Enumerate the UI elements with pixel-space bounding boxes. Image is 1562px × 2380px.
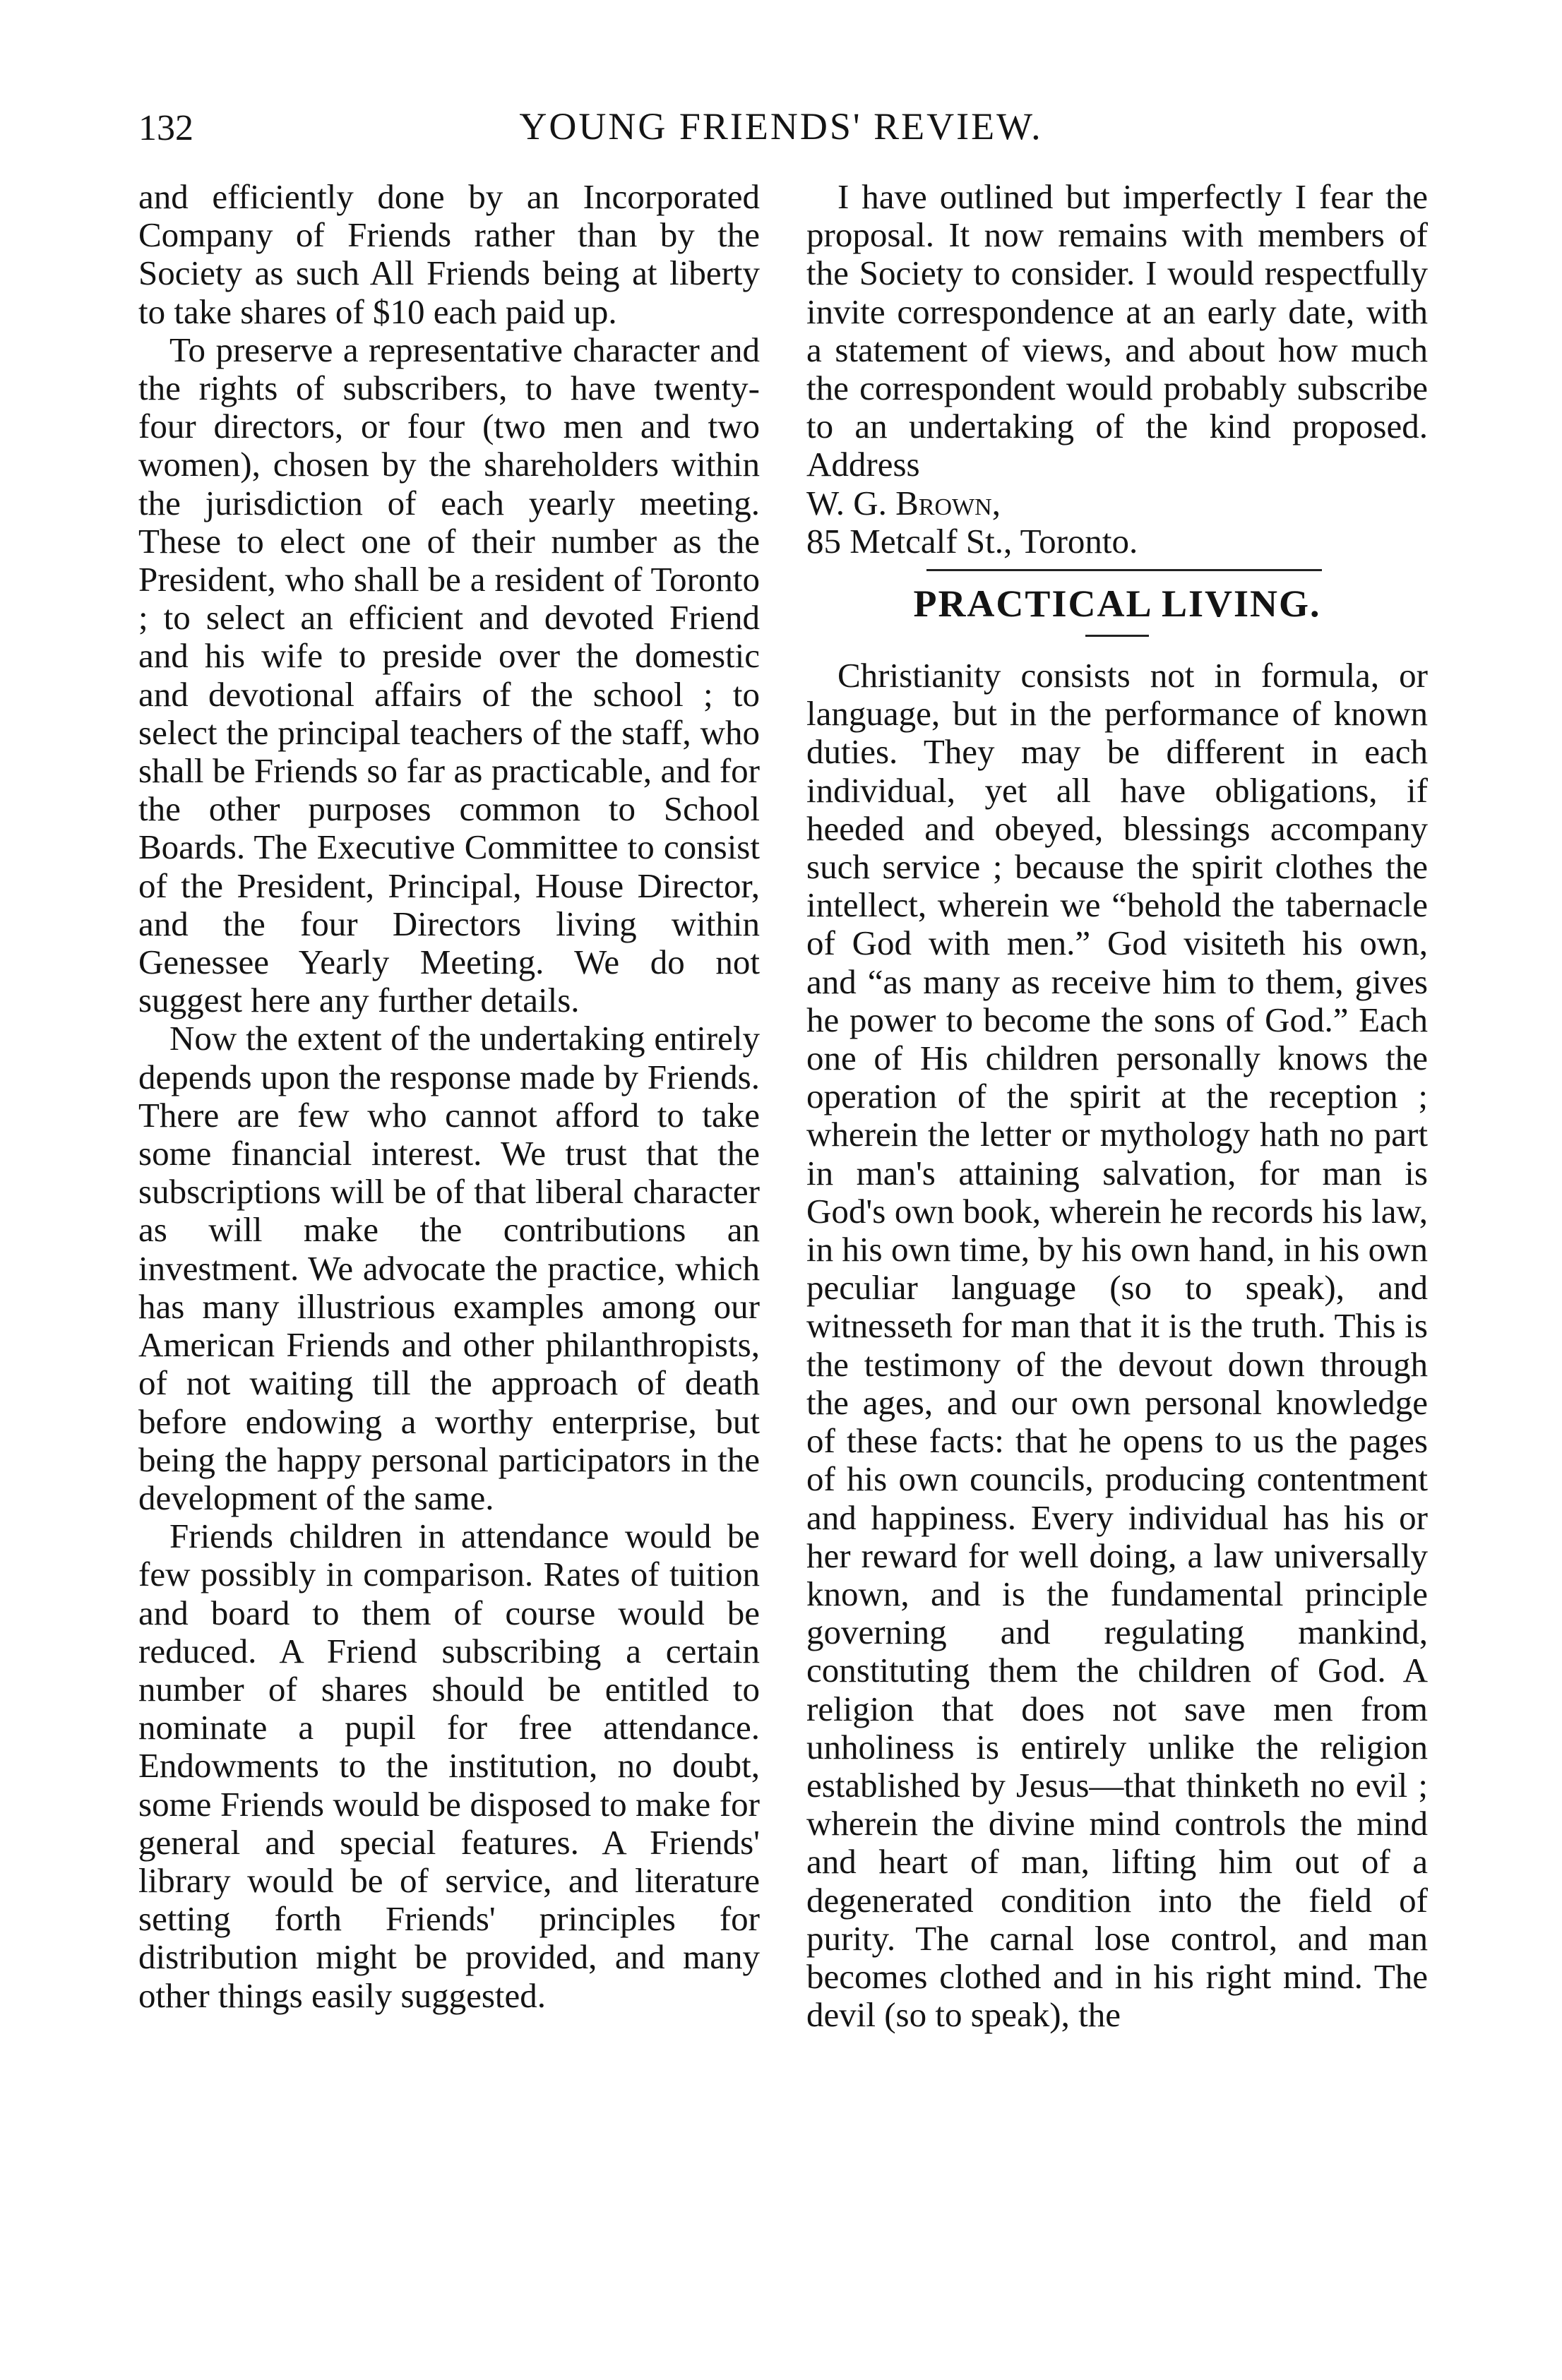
section-divider bbox=[926, 569, 1322, 571]
paragraph-practical-living: Christianity consists not in formula, or language, but in the performance of known duties. They may be different in each individual, yet all have obligations, if heeded and obeyed, blessings accompany such service ; because the spirit clothes the intellect, wherein we “behold the tabernacle of God with men.” God visiteth his own, and “as many as receive him to them, gives he power to become the sons of God.” Each one of His children personally knows the operation of the spirit at the reception ; wherein the letter or mythology hath no part in man's attaining salvation, for man is God's own book, wherein he records his law, in his own time, by his own hand, in his own peculiar language (so to speak), and witnesseth for man that it is the truth. This is the testimony of the devout down through the ages, and our own personal knowledge of these facts: that he opens to us the pages of his own councils, producing contentment and happiness. Every individual has his or her reward for well doing, a law universally known, and is the fundamental principle governing and regulating mankind, constituting them the children of God. A religion that does not save men from unholiness is entirely unlike the religion established by Jesus—that thinketh no evil ; wherein the divine mind controls the mind and heart of man, lifting him out of a degenerated condition into the field of purity. The carnal lose control, and man becomes clothed and in his right mind. The devil (so to speak), the bbox=[806, 656, 1428, 2035]
right-column bbox=[806, 178, 1428, 2034]
running-title: YOUNG FRIENDS' REVIEW. bbox=[519, 105, 1043, 148]
signature-name: W. G. Brown, bbox=[806, 483, 1001, 522]
paragraph-incorporation: and efficiently done by an Incorporated Company of Friends rather than by the Society as such All Friends being at liberty to take shares of $10 each paid up. bbox=[138, 177, 760, 331]
signature-address: 85 Metcalf St., Toronto. bbox=[806, 521, 1138, 561]
paragraph-directors: To preserve a representative character and the rights of subscribers, to have twenty-four directors, or four (two men and two women), chosen by the shareholders within the jurisdiction of each yearly meeting. These to elect one of their number as the President, who shall be a resident of Toronto ; to select an efficient and devoted Friend and his wife to preside over the domestic and devotional affairs of the school ; to select the principal teachers of the staff, who shall be Friends so far as practicable, and for the other purposes common to School Boards. The Executive Committee to consist of the President, Principal, House Director, and the four Directors living within Genessee Yearly Meeting. We do not suggest here any further details. bbox=[138, 330, 760, 1020]
title-underline bbox=[1085, 635, 1149, 637]
paragraph-children-attendance: Friends children in attendance would be few possibly in comparison. Rates of tuition and board to them of course would be reduced. A Friend subscribing a certain number of shares should be entitled to nominate a pupil for free attendance. Endowments to the institution, no doubt, some Friends would be disposed to make for general and special features. A Friends' library would be of service, and literature setting forth Friends' principles for distribution might be provided, and many other things easily suggested. bbox=[138, 1517, 760, 2015]
section-title: PRACTICAL LIVING. bbox=[913, 582, 1321, 626]
paragraph-closing-request: I have outlined but imperfectly I fear the proposal. It now remains with members of the Society to consider. I would respectfully invite correspondence at an early date, with a statement of views, and about how much the correspondent would probably subscribe to an undertaking of the kind proposed. Address bbox=[806, 177, 1428, 484]
left-column bbox=[138, 178, 760, 2015]
paragraph-response: Now the extent of the undertaking entirely depends upon the response made by Friends. There are few who cannot afford to take some financial interest. We trust that the subscriptions will be of that liberal character as will make the contributions an investment. We advocate the practice, which has many illustrious examples among our American Friends and other philanthropists, of not waiting till the approach of death before endowing a worthy enterprise, but being the happy personal participators in the development of the same. bbox=[138, 1019, 760, 1517]
page-number: 132 bbox=[138, 108, 193, 148]
